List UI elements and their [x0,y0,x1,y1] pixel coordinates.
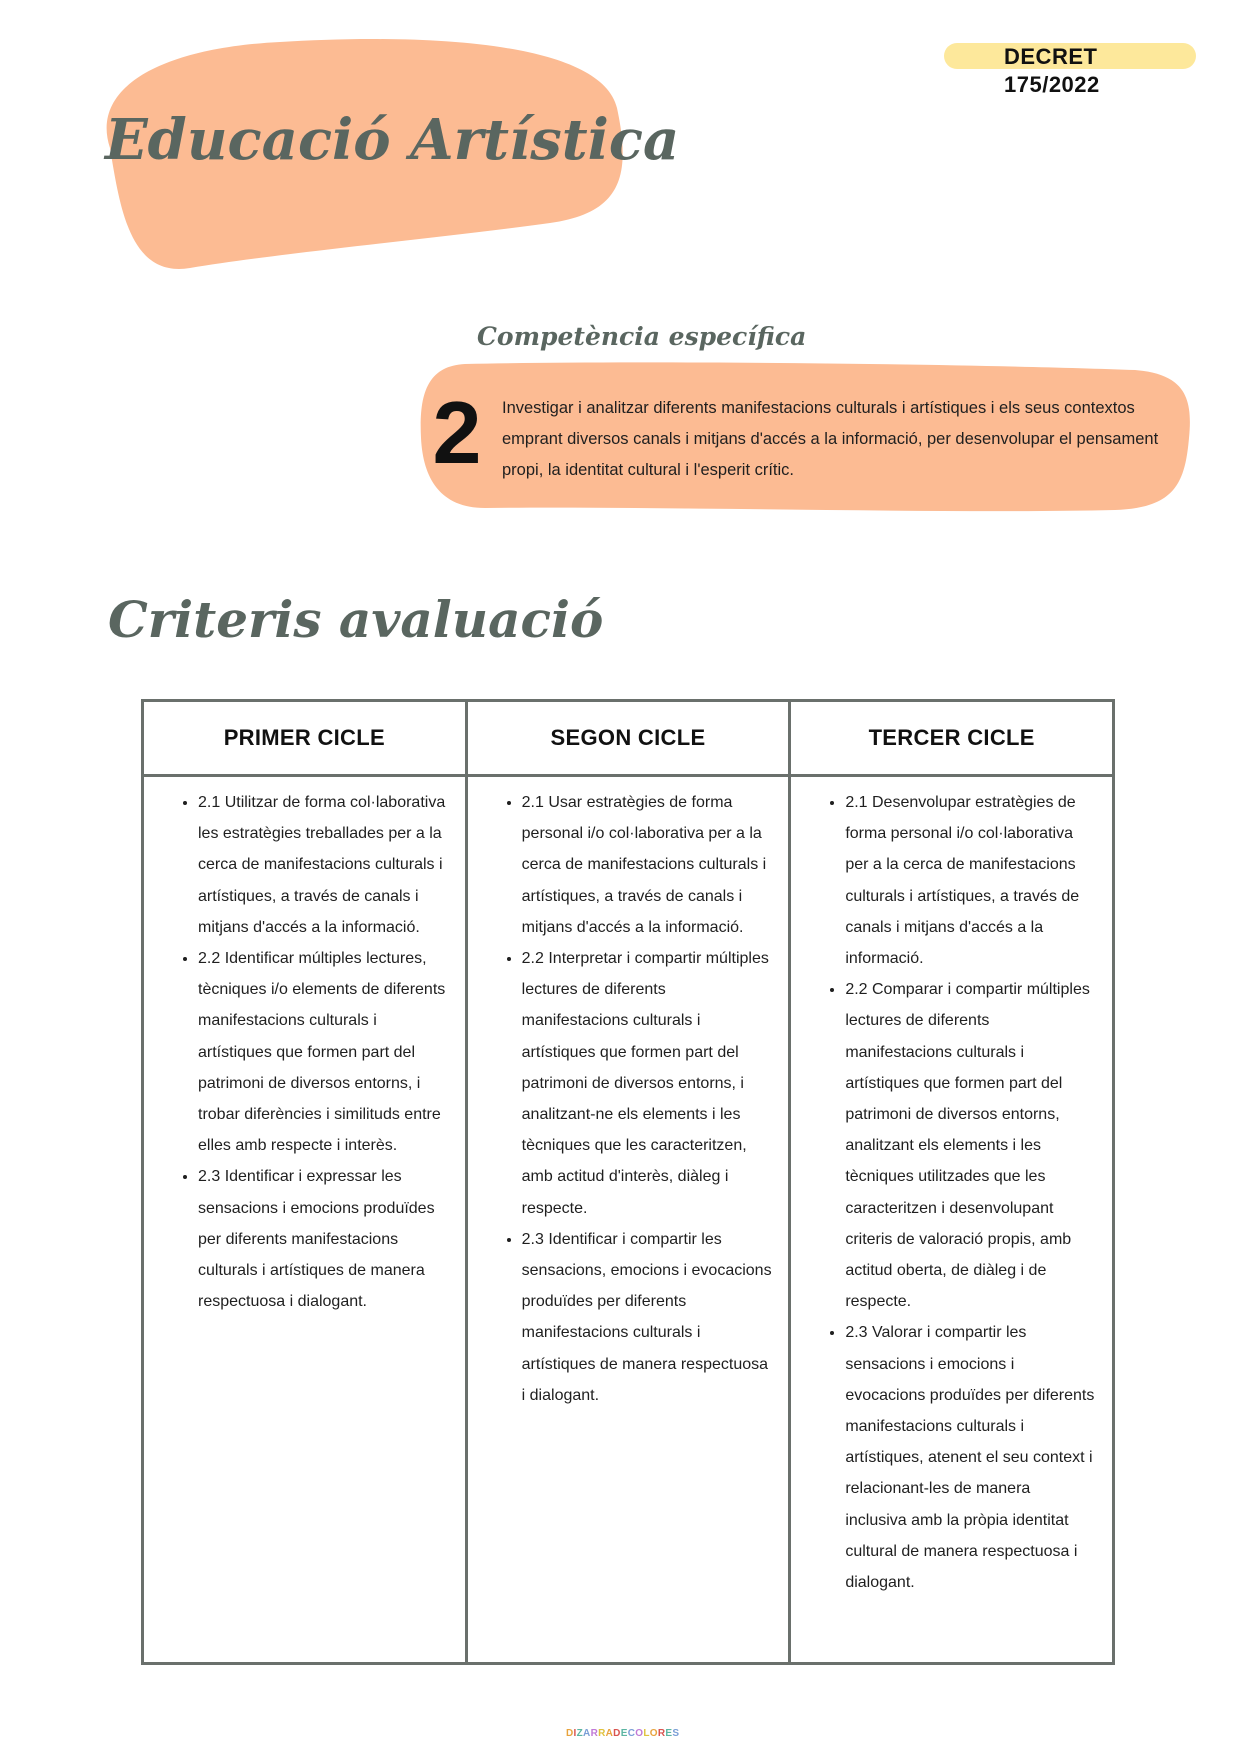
decree-label: DECRET 175/2022 [1004,44,1100,97]
column-tercer-cicle [790,776,1114,1664]
footer-logo-text: DIZARRADECOLORES [566,1727,680,1739]
footer-logo [563,1724,680,1742]
column-header-primer-cicle: PRIMER CICLE [143,701,467,776]
page-title: Educació Artística [105,107,680,173]
criterion-1-1: • 2.1 Utilitzar de forma col·laborativa les estratègies treballades per a la cerca de manifestacions culturals i artístiques, a través de canals i mitjans d'accés a la informació. [198,787,449,943]
criterion-2-1: • 2.1 Usar estratègies de forma personal i/o col·laborativa per a la cerca de manifestacions culturals i artístiques, a través de canals i mitjans d'accés a la informació. [522,787,773,943]
column-segon-cicle [466,776,790,1664]
column-primer-cicle [143,776,467,1664]
criteria-title: Criteris avaluació [108,590,604,649]
criterion-3-2: • 2.2 Comparar i compartir múltiples lectures de diferents manifestacions culturals i artístiques que formen part del patrimoni de diversos entorns, analitzant els elements i les tècniques utilitzades que les caracteritzen i desenvolupant criteris de valoració propis, amb actitud oberta, de diàleg i de respecte. [845,974,1096,1317]
competence-number: 2 [432,383,482,482]
column-header-tercer-cicle: TERCER CICLE [790,701,1114,776]
criterion-1-3: • 2.3 Identificar i expressar les sensacions i emocions produïdes per diferents manifestacions culturals i artístiques de manera respectuosa i dialogant. [198,1161,449,1317]
competence-label: Competència específica [477,322,807,351]
criterion-3-3: • 2.3 Valorar i compartir les sensacions i emocions i evocacions produïdes per diferents manifestacions culturals i artístiques, atenent el seu context i relacionant-les de manera inclusiva amb la pròpia identitat cultural de manera respectuosa i dialogant. [845,1317,1096,1598]
column-header-segon-cicle: SEGON CICLE [466,701,790,776]
criteria-table [141,699,1115,1665]
criterion-3-1: • 2.1 Desenvolupar estratègies de forma personal i/o col·laborativa per a la cerca de manifestacions culturals i artístiques, a través de canals i mitjans d'accés a la informació. [845,787,1096,974]
criterion-2-3: • 2.3 Identificar i compartir les sensacions, emocions i evocacions produïdes per diferents manifestacions culturals i artístiques de manera respectuosa i dialogant. [522,1224,773,1411]
criterion-2-2: • 2.2 Interpretar i compartir múltiples lectures de diferents manifestacions culturals i artístiques que formen part del patrimoni de diversos entorns, i analitzant-ne els elements i les tècniques que les caracteritzen, amb actitud d'interès, diàleg i respecte. [522,943,773,1224]
competence-text: Investigar i analitzar diferents manifestacions culturals i artístiques i els seus contextos emprant diversos canals i mitjans d'accés a la informació, per desenvolupar el pensament propi, la identitat cultural i l'esperit crític. [502,399,1159,479]
criterion-1-2: • 2.2 Identificar múltiples lectures, tècniques i/o elements de diferents manifestacions culturals i artístiques que formen part del patrimoni de diversos entorns, i trobar diferències i similituds entre elles amb respecte i interès. [198,943,449,1161]
